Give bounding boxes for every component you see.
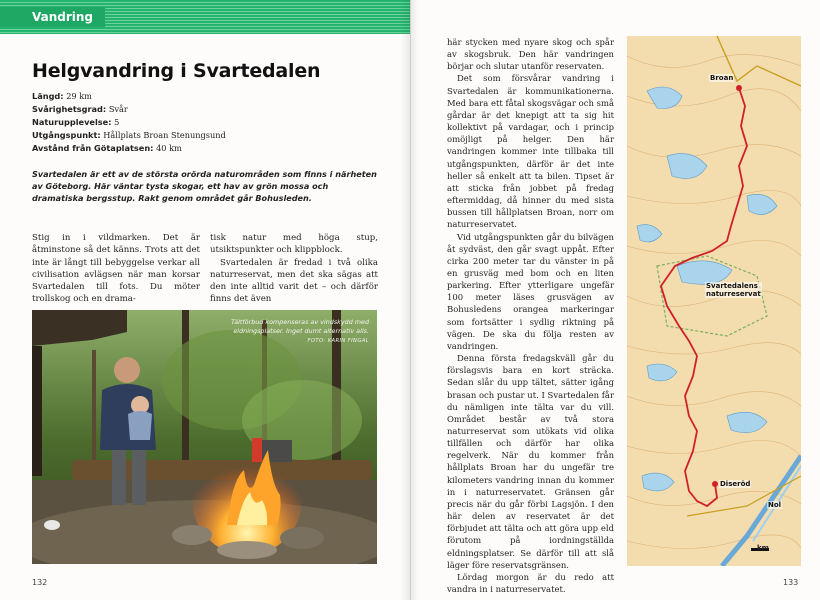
body-paragraph: här stycken med nyare skog och spår av skogsbruk. Den här vandringen börjar och slutar utanför reservaten.	[447, 37, 614, 72]
body-paragraph: Vid utgångspunkten går du bilvägen åt sydväst, den går svagt uppåt. Efter cirka 200 meter tar du vänster in på en grusväg med bom och en liten parkering. Efter ytterligare ungefär 100 meter läses grusvägen av Bohusledens orangea markeringar som fortsätter i sydlig riktning på vägen. De ska du följa resten av vandringen.	[447, 231, 614, 351]
fact-length: Längd: 29 km	[32, 91, 92, 101]
fact-difficulty: Svårighetsgrad: Svår	[32, 104, 128, 114]
body-paragraph: Stig in i vildmarken. Det är åtminstone så det känns. Trots att det inte är långt till bebyggelse verkar all civilisation avlägsen när man korsar Svartedalen till fots. Du möter trollskog och en drama-	[32, 233, 200, 305]
map-illustration	[627, 36, 801, 566]
body-paragraph: Denna första fredagskväll går du förslagsvis bara en kort sträcka. Sedan slår du upp tältet, sätter igång brasan och pustar ut. I Svartedalen får du nämligen inte tälta var du vill. Området består av två stora naturreservat som utökats vid olika tillfällen och därför har olika regelverk. När du kommer från hållplats Broan har du ungefär tre kilometers vandring innan du kommer in i naturreservatet. Gränsen går precis när du går förbi Lagsjön. I den här delen av reservatet är det förbjudet att tälta och att göra upp eld förutom på iordningställda eldningsplatser. Se därför till att slå läger före reservatsgränsen.	[447, 353, 614, 570]
page-title: Helgvandring i Svartedalen	[32, 60, 321, 82]
trail-facts	[32, 90, 226, 155]
body-column-2	[210, 232, 378, 306]
photo-illustration	[32, 310, 377, 564]
section-tab: Vandring	[0, 7, 105, 27]
start-marker	[736, 85, 742, 91]
fact-starting-point: Utgångspunkt: Hållplats Broan Stenungsund	[32, 130, 226, 140]
body-paragraph: Svartedalen är fredad i två olika naturreservat, men det ska sägas att den inte alltid varit det – och därför finns det även	[210, 257, 378, 305]
caption-text: Tältförbud kompenseras av vindskydd med eldningsplatser. Inget dumt alternativ alls.	[230, 318, 369, 335]
map-scale-label: km	[757, 544, 769, 552]
body-column-1	[32, 232, 200, 306]
intro-paragraph: Svartedalen är ett av de största orörda naturområden som finns i närheten av Göteborg. Här väntar tysta skogar, ett hav av grön mossa och dramatiska bergsstup. Rakt genom området går Bohusleden.	[32, 169, 377, 203]
right-body-column	[447, 36, 614, 595]
map-label-diserod: Diseröd	[720, 480, 751, 488]
map-label-broan: Broan	[710, 74, 734, 82]
body-paragraph: Det som försvårar vandring i Svartedalen är kommunikationerna. Med bara ett fåtal skogsvägar och små gårdar är det knepigt att ta sig hit kollektivt på vardagar, och i princip omöjligt på helger. Den här vandringen kommer inte tillbaka till utgångspunkten, därför är det inte heller så enkelt att ta bilen. Tipset är att sticka från jobbet på fredag eftermiddag, då hinner du med sista bussen till hållplatsen Broan, norr om naturreservatet.	[447, 73, 614, 230]
photo-caption	[209, 318, 369, 346]
route-map	[627, 36, 801, 566]
end-marker	[712, 481, 718, 487]
campfire-photo	[32, 310, 377, 564]
page-number-right: 133	[783, 578, 799, 587]
map-label-reserve: Svartedalens naturreservat	[706, 282, 761, 298]
fact-nature-experience: Naturupplevelse: 5	[32, 117, 120, 127]
body-paragraph: tisk natur med höga stup, utsiktspunkter och klippblock.	[210, 233, 378, 256]
map-label-nol: Nol	[768, 501, 782, 509]
right-page	[410, 0, 820, 600]
page-number-left: 132	[32, 578, 48, 587]
photo-credit: FOTO: KARIN FINGAL	[307, 338, 369, 344]
fact-distance: Avstånd från Götaplatsen: 40 km	[32, 143, 182, 153]
body-paragraph: Lördag morgon är du redo att vandra in i naturreservatet.	[447, 571, 614, 595]
